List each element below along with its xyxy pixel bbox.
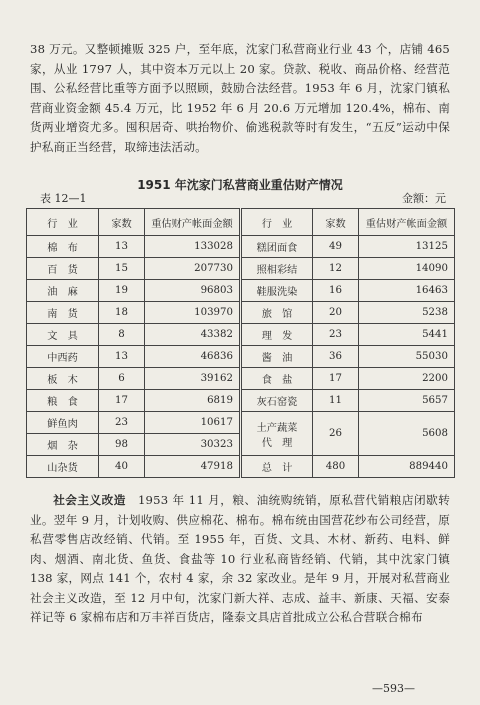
industry-cell: 理 发: [241, 324, 313, 346]
count-cell: 13: [99, 236, 145, 258]
page-number: —593—: [372, 682, 415, 695]
amount-cell: 10617: [145, 412, 241, 434]
amount-cell: 2200: [359, 368, 455, 390]
industry-cell: 食 盐: [241, 368, 313, 390]
count-cell: 6: [99, 368, 145, 390]
count-cell: 23: [313, 324, 359, 346]
count-cell: 40: [99, 456, 145, 478]
industry-cell: 鲜鱼肉: [27, 412, 99, 434]
amount-cell: 30323: [145, 434, 241, 456]
amount-cell: 103970: [145, 302, 241, 324]
header-industry: 行 业: [241, 209, 313, 236]
table-row: [27, 236, 455, 258]
header-industry: 行 业: [27, 209, 99, 236]
amount-cell: 5441: [359, 324, 455, 346]
paragraph-body: 1953 年 11 月，粮、油统购统销，原私营代销粮店闭歇转业。翌年 9 月，计划收购、供应棉花、棉布。棉布统由国营花纱布公司经营，原私营零售店改经销、代销。至 1955 年，百货、文具、木材、新药、电料、鲜肉、烟酒、南北货、鱼货、食盐等 10 行业私商皆经销、代销，其中沈家门镇 138 家，网点 141 个，农村 4 家，余 32 家改业。是年 9 月，开展对私营商业社会主义改造，至 12 月中旬，沈家门新大祥、志成、益丰、新康、天福、安泰祥记等 6 家棉布店和万丰祥百货店，隆泰文具店首批成立公私合营联合棉布: [30, 493, 451, 624]
table-header-row: [27, 209, 455, 236]
industry-cell: 山杂货: [27, 456, 99, 478]
table-row: [27, 368, 455, 390]
amount-cell: 46836: [145, 346, 241, 368]
count-cell: 17: [99, 390, 145, 412]
count-cell: 16: [313, 280, 359, 302]
table-row: [27, 390, 455, 412]
industry-cell: 粮 食: [27, 390, 99, 412]
industry-cell: 鞋服洗染: [241, 280, 313, 302]
industry-line: 代 理: [261, 437, 293, 449]
count-cell: 20: [313, 302, 359, 324]
count-cell: 13: [99, 346, 145, 368]
table-row: [27, 258, 455, 280]
table-unit: 金额：元: [402, 192, 446, 205]
industry-cell: 中西药: [27, 346, 99, 368]
amount-cell: 207730: [145, 258, 241, 280]
table-title: 1951 年沈家门私营商业重估财产情况: [137, 178, 343, 192]
amount-cell: 55030: [359, 346, 455, 368]
amount-cell: 5608: [359, 412, 455, 456]
amount-cell: 16463: [359, 280, 455, 302]
amount-cell: 14090: [359, 258, 455, 280]
industry-cell: 百 货: [27, 258, 99, 280]
header-count: 家数: [99, 209, 145, 236]
header-count: 家数: [313, 209, 359, 236]
count-cell: 98: [99, 434, 145, 456]
table-number: 表 12—1: [40, 192, 87, 205]
industry-cell: [241, 412, 313, 456]
count-cell: 12: [313, 258, 359, 280]
count-cell: 26: [313, 412, 359, 456]
table-row: [27, 412, 455, 434]
industry-cell: 棉 布: [27, 236, 99, 258]
total-label: 总 计: [241, 456, 313, 478]
section-heading: 社会主义改造: [53, 493, 126, 507]
industry-cell: 板 木: [27, 368, 99, 390]
amount-cell: 5657: [359, 390, 455, 412]
table-row-total: [27, 456, 455, 478]
industry-cell: 糕团面食: [241, 236, 313, 258]
industry-cell: 烟 杂: [27, 434, 99, 456]
amount-cell: 13125: [359, 236, 455, 258]
count-cell: 8: [99, 324, 145, 346]
amount-cell: 96803: [145, 280, 241, 302]
industry-cell: 南 货: [27, 302, 99, 324]
table-row: [27, 302, 455, 324]
table-row: [27, 346, 455, 368]
industry-cell: 灰石窑瓷: [241, 390, 313, 412]
amount-cell: 5238: [359, 302, 455, 324]
total-count: 480: [313, 456, 359, 478]
count-cell: 11: [313, 390, 359, 412]
table-row: [27, 280, 455, 302]
industry-cell: 酱 油: [241, 346, 313, 368]
header-amount: 重估财产帐面金额: [359, 209, 455, 236]
count-cell: 18: [99, 302, 145, 324]
header-amount: 重估财产帐面金额: [145, 209, 241, 236]
amount-cell: 133028: [145, 236, 241, 258]
industry-cell: 旅 馆: [241, 302, 313, 324]
count-cell: 36: [313, 346, 359, 368]
property-table: [26, 208, 455, 478]
amount-cell: 39162: [145, 368, 241, 390]
count-cell: 23: [99, 412, 145, 434]
table-row: [27, 324, 455, 346]
industry-cell: 油 麻: [27, 280, 99, 302]
total-amount: 889440: [359, 456, 455, 478]
count-cell: 49: [313, 236, 359, 258]
count-cell: 17: [313, 368, 359, 390]
amount-cell: 6819: [145, 390, 241, 412]
paragraph-intro: 38 万元。又整顿摊贩 325 户，至年底，沈家门私营商业行业 43 个，店铺 465 家，从业 1797 人，其中资本万元以上 20 家。贷款、税收、商品价格、经营范围、公私经营比重等方面予以照顾，鼓励合法经营。1953 年 6 月，沈家门镇私营商业资金额 45.4 万元，比 1952 年 6 月 20.6 万元增加 120.4%，棉布、南货两业增资尤多。囤积居奇、哄抬物价、偷逃税款等时有发生，“五反”运动中保护私商正当经营，取缔违法活动。: [30, 42, 450, 154]
paragraph-socialist-reform: [30, 491, 450, 628]
industry-cell: 照相彩结: [241, 258, 313, 280]
industry-line: 土产蔬菜: [256, 422, 298, 434]
count-cell: 19: [99, 280, 145, 302]
amount-cell: 47918: [145, 456, 241, 478]
amount-cell: 43382: [145, 324, 241, 346]
industry-cell: 文 具: [27, 324, 99, 346]
count-cell: 15: [99, 258, 145, 280]
